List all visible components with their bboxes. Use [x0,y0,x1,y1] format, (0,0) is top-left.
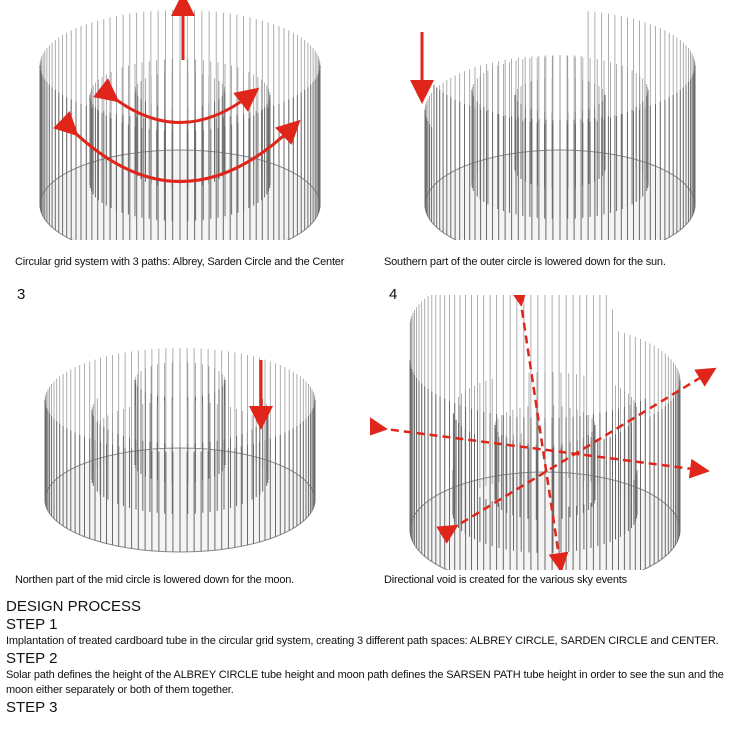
void-axis-horizontal-arrow [378,428,700,470]
diagram-panel-2 [400,0,730,240]
step-1-text: Implantation of treated cardboard tube in the circular grid system, creating 3 different path spaces: ALBREY CIRCLE, SARDEN CIRCLE and CENTER. [6,635,719,647]
design-process-title: DESIGN PROCESS [6,598,142,615]
panel-4-number: 4 [389,286,398,303]
panel-3-number: 3 [17,286,26,303]
panel-3-caption: Northen part of the mid circle is lowered down for the moon. [15,574,295,586]
step-2-label: STEP 2 [6,650,58,667]
diagram-panel-3 [30,330,350,565]
cylinder-illustration-4 [370,295,740,570]
panel-4-caption: Directional void is created for the various sky events [384,574,627,586]
diagram-panel-4 [370,295,740,570]
cylinder-illustration-2 [400,0,730,240]
panel-2-caption: Southern part of the outer circle is lowered down for the sun. [384,256,666,268]
design-process-section [6,598,736,717]
step-2-text: Solar path defines the height of the ALBREY CIRCLE tube height and moon path defines the SARSEN PATH tube height in order to see the sun and the moon either separately or both of them together. [6,669,724,696]
cylinder-illustration-1 [30,0,350,240]
step-1-label: STEP 1 [6,616,58,633]
panel-1-caption: Circular grid system with 3 paths: Albrey, Sarden Circle and the Center [15,256,345,268]
diagram-panel-1 [30,0,350,240]
cylinder-illustration-3 [30,330,350,565]
step-3-label: STEP 3 [6,699,58,716]
